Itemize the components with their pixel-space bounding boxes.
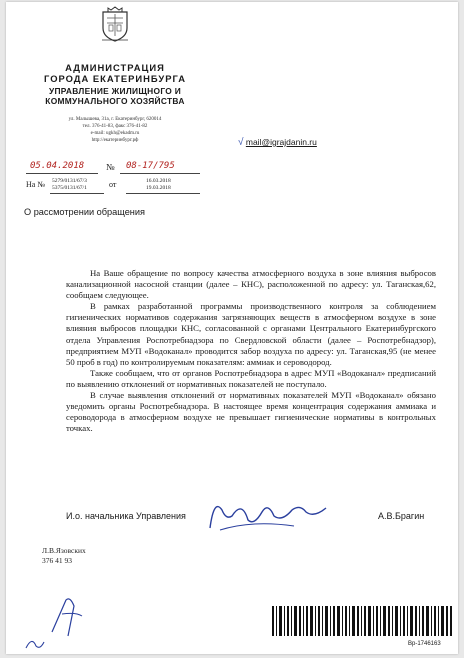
org-title: АДМИНИСТРАЦИЯ ГОРОДА ЕКАТЕРИНБУРГА — [44, 62, 186, 84]
letter-subject: О рассмотрении обращения — [24, 207, 145, 217]
barcode-icon — [272, 606, 452, 636]
body-paragraph: В случае выявления отклонений от нормативных показателей МУП «Водоканал» обязано уведомить органы Роспотребнадзора. В настоящее время концентрация содержания аммиака и сероводорода в атмосферном воздухе не превышает гигиенические нормативы в контрольных точках. — [66, 390, 436, 434]
reference-numbers: 5279/0131/67/3 5375/0131/67/1 — [50, 177, 104, 194]
body-paragraph: В рамках разработанной программы производственного контроля за соблюдением гигиенических нормативов содержания загрязняющих веществ в атмосферном воздухе в зоне влияния выбросов площадки КНС, согласованной с органами Центрального Екатеринбургского отдела Управления Роспотребнадзора по Свердловской области (далее – Роспотребнадзор), предприятием МУП «Водоканал» проводится забор воздуха по адресу: ул. Таганская,95 (не менее 50 проб в год) по контролируемым показателям: аммиак и сероводород. — [66, 301, 436, 367]
body-paragraph: На Ваше обращение по вопросу качества атмосферного воздуха в зоне влияния выбросов канализационной насосной станции (далее – КНС), расположенной по адресу: ул. Таганская,62, сообщаем следующее. — [66, 268, 436, 301]
addressee — [238, 137, 317, 148]
city-emblem-icon — [100, 6, 130, 42]
outgoing-number: 08-17/795 — [126, 161, 175, 171]
outgoing-date: 05.04.2018 — [30, 161, 85, 171]
from-label: от — [109, 180, 117, 189]
department-title: УПРАВЛЕНИЕ ЖИЛИЩНОГО И КОММУНАЛЬНОГО ХОЗЯЙСТВА — [45, 86, 185, 106]
number-line — [120, 161, 200, 174]
phone-text: тел. 376-41-83, факс 376-41-82 — [82, 124, 148, 129]
email-text: e-mail: ugkh@ekadm.ru — [90, 131, 140, 136]
date-line — [26, 161, 98, 174]
contact-block — [26, 116, 204, 144]
signer-position: И.о. начальника Управления — [66, 511, 186, 521]
barcode-number: Вр-1746163 — [408, 641, 441, 647]
letter-page — [6, 2, 458, 654]
body-paragraph: Также сообщаем, что от органов Роспотребнадзора в адрес МУП «Водоканал» предписаний по выявлению отклонений от нормативных показателей не поступало. — [66, 367, 436, 389]
executor-block — [42, 546, 86, 566]
executor-name: Л.В.Язовских — [42, 546, 86, 555]
addressee-email[interactable]: mail@igrajdanin.ru — [245, 137, 317, 147]
check-mark-icon: √ — [238, 137, 244, 148]
signer-name: А.В.Брагин — [378, 511, 425, 521]
signature-icon — [202, 490, 332, 536]
reference-dates: 16.03.2018 19.03.2018 — [126, 177, 200, 194]
letter-body — [66, 268, 436, 434]
address-text: ул. Малышева, 31а, г. Екатеринбург, 620014 — [68, 117, 162, 122]
website-text: http://екатеринбург.рф — [91, 138, 139, 143]
handwritten-mark-icon — [22, 592, 92, 652]
number-label: № — [106, 162, 115, 172]
reference-label: На № — [26, 180, 45, 189]
executor-phone: 376 41 93 — [42, 556, 72, 565]
